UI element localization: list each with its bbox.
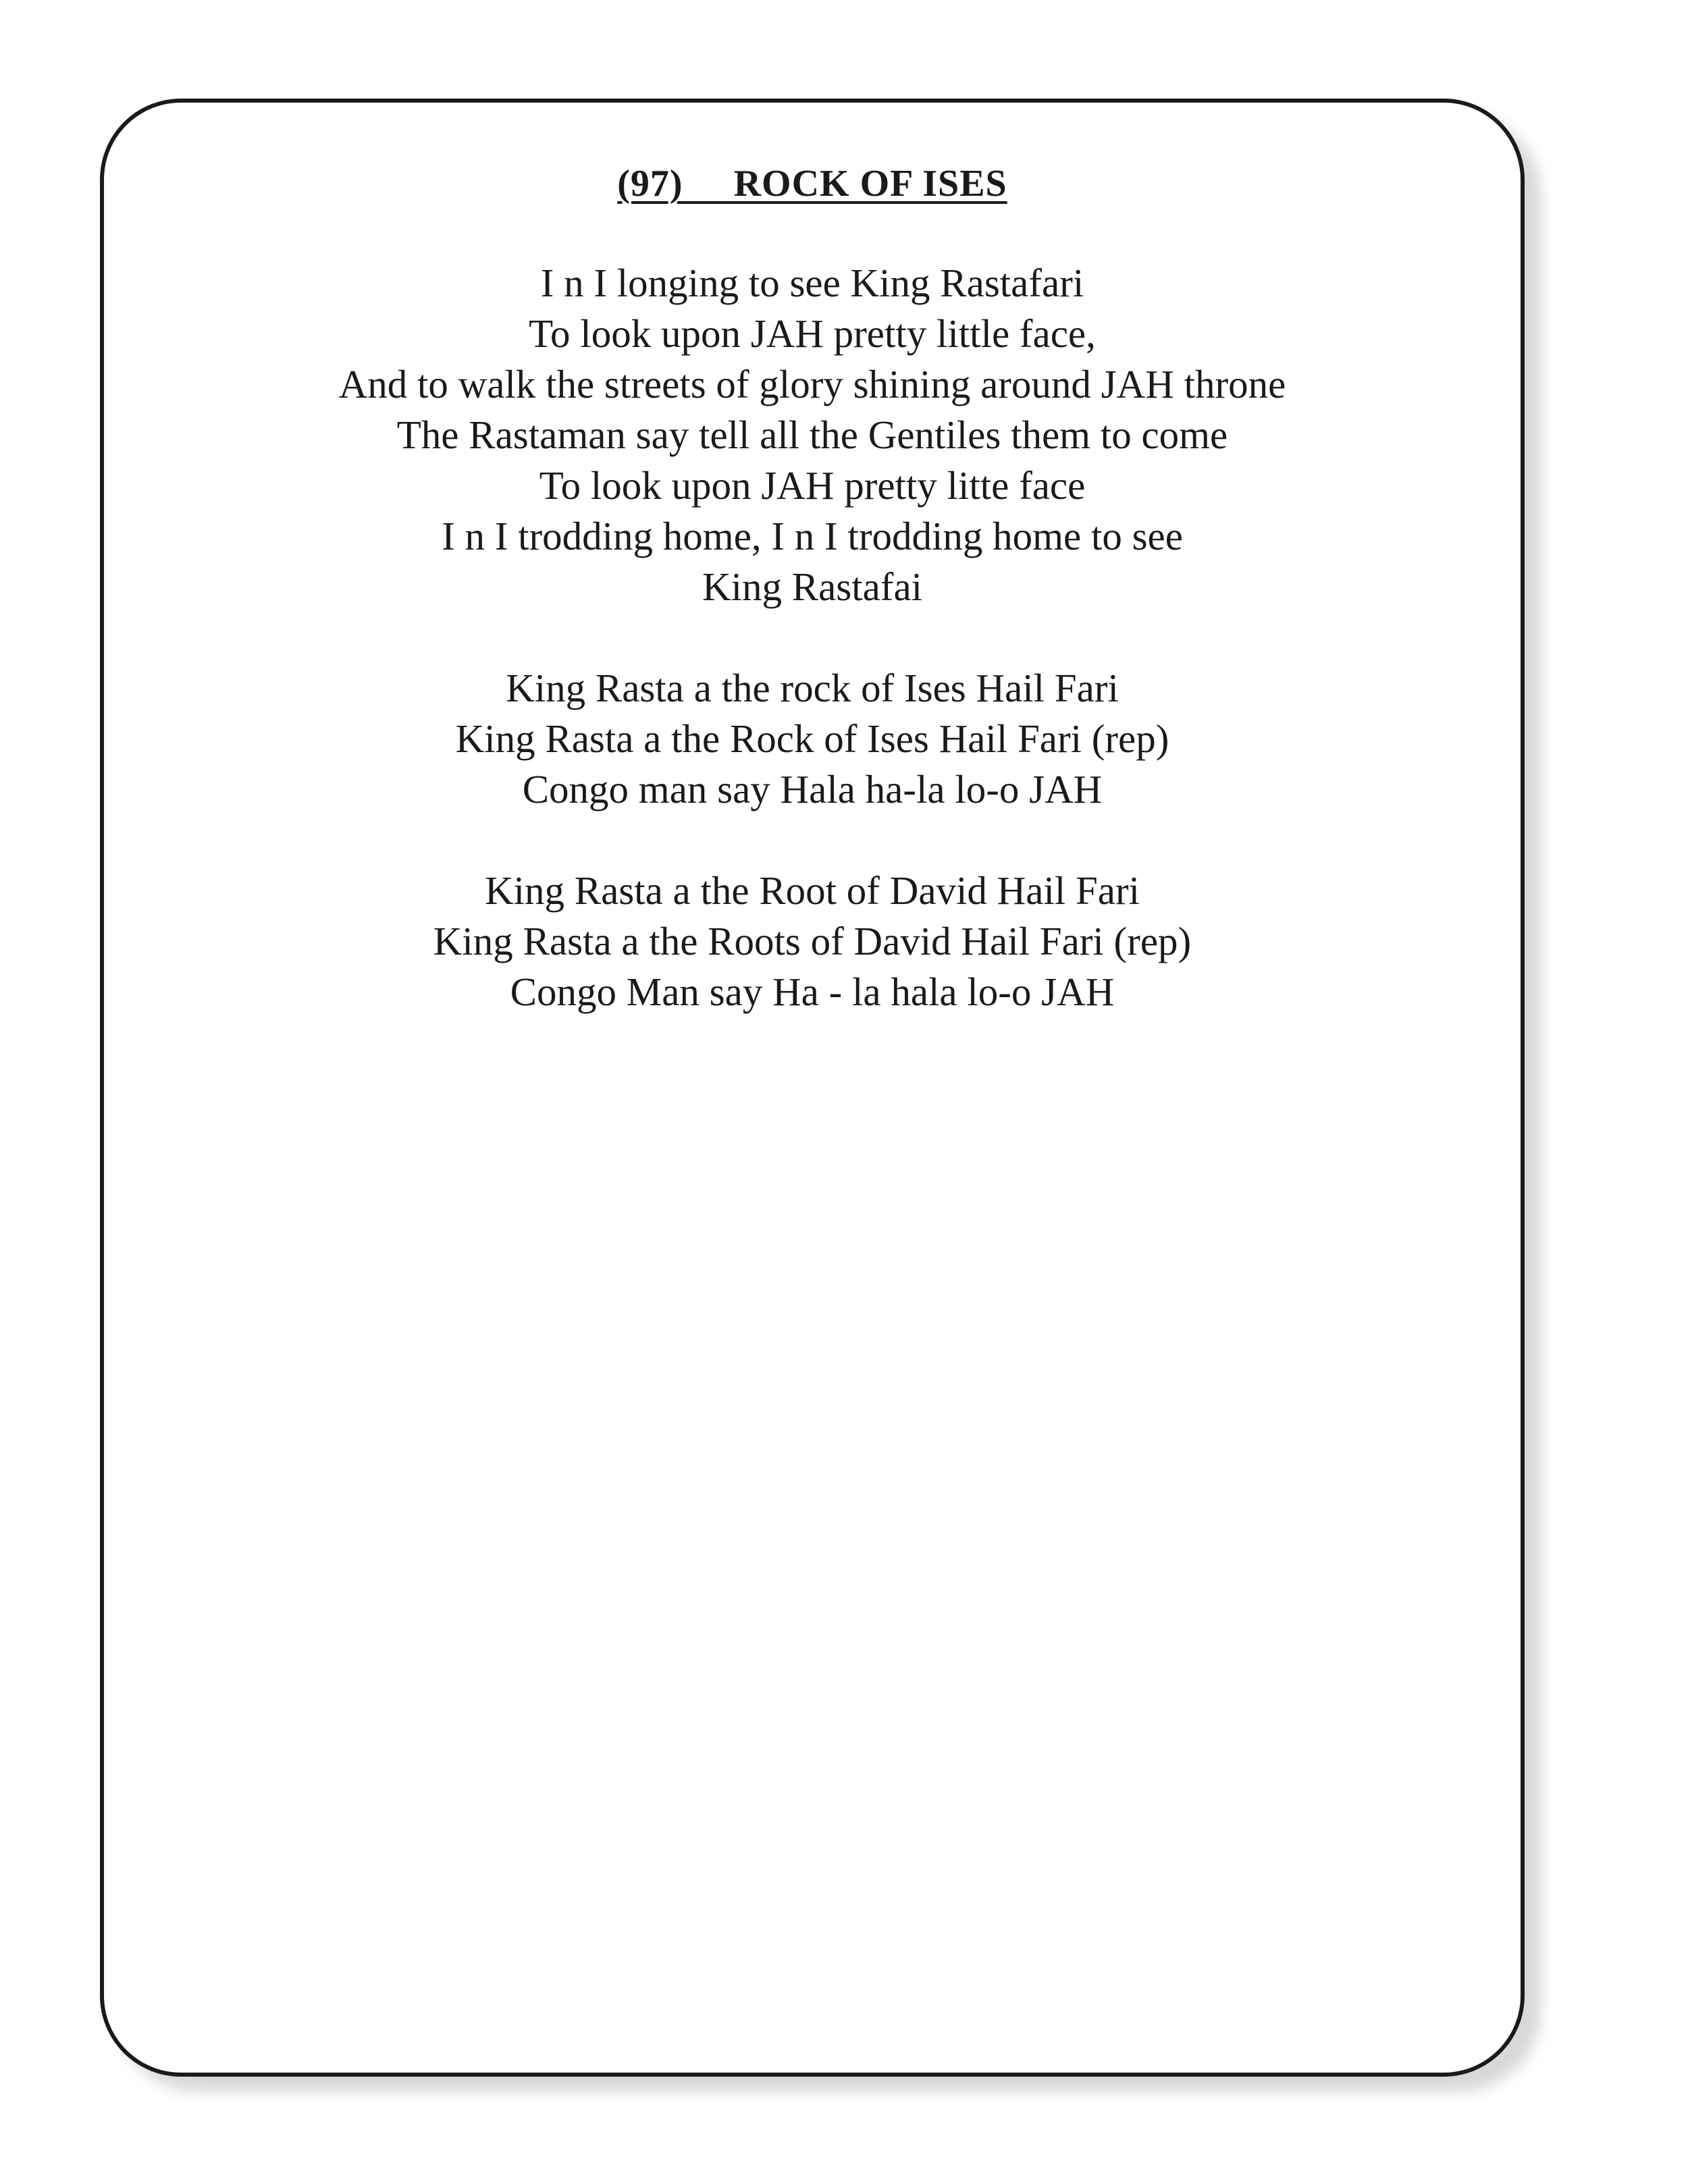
lyric-line: To look upon JAH pretty litte face <box>539 463 1086 508</box>
lyric-line: King Rastafai <box>702 564 923 609</box>
lyric-line: I n I trodding home, I n I trodding home to see <box>442 514 1183 558</box>
lyric-line: I n I longing to see King Rastafari <box>540 261 1084 305</box>
chorus-stanza-2 <box>100 865 1525 1017</box>
verse-stanza <box>100 258 1525 612</box>
lyric-line: The Rastaman say tell all the Gentiles them to come <box>396 412 1228 457</box>
lyric-line: To look upon JAH pretty little face, <box>529 311 1096 356</box>
lyric-line: King Rasta a the Rock of Ises Hail Fari (rep) <box>455 716 1169 761</box>
song-title: (97) ROCK OF ISES <box>617 163 1007 205</box>
lyric-line: Congo Man say Ha - la hala lo-o JAH <box>510 969 1115 1014</box>
song-content <box>100 99 1525 1017</box>
chorus-stanza-1 <box>100 663 1525 815</box>
lyric-line: And to walk the streets of glory shining around JAH throne <box>338 362 1286 406</box>
lyric-line: King Rasta a the Root of David Hail Fari <box>484 868 1140 913</box>
lyric-line: King Rasta a the rock of Ises Hail Fari <box>506 666 1119 710</box>
lyric-line: King Rasta a the Roots of David Hail Fari (rep) <box>433 919 1192 963</box>
lyric-line: Congo man say Hala ha-la lo-o JAH <box>522 767 1103 811</box>
